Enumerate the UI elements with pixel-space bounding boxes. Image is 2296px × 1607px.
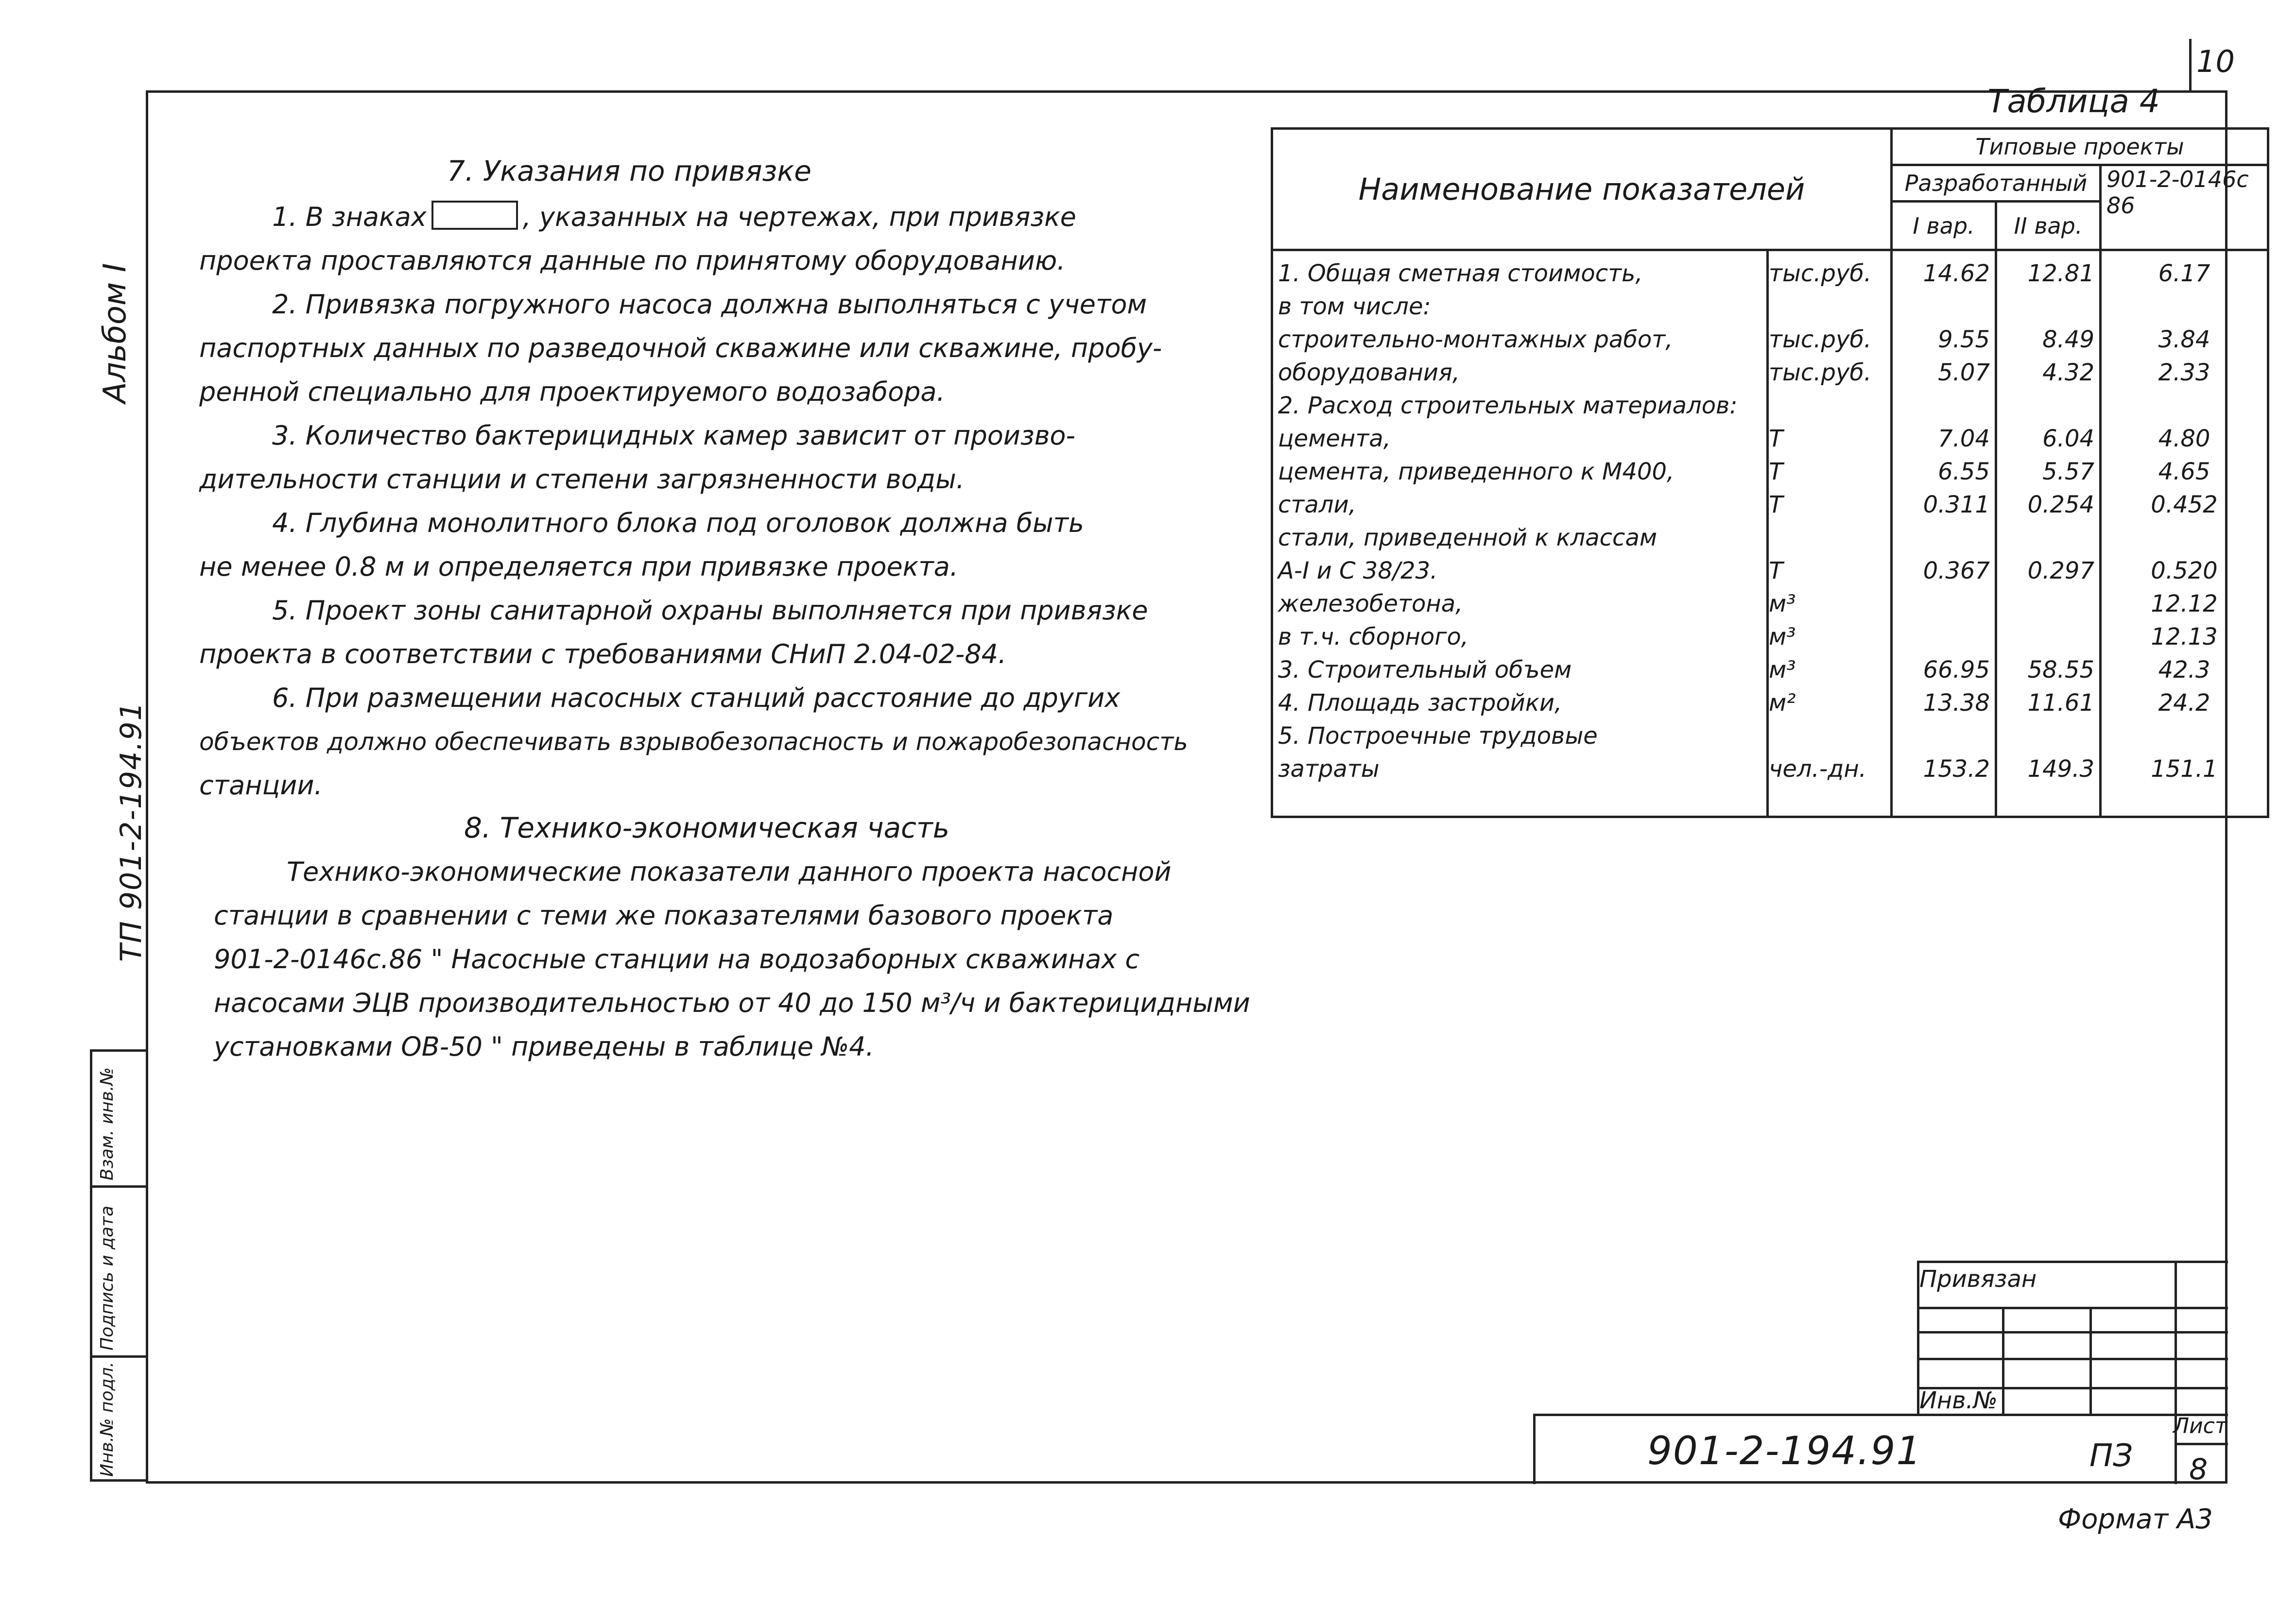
album-label: Альбом I (97, 263, 133, 403)
stamp-inv-podl: Инв.№ подл. (97, 1362, 117, 1477)
col-developed-header: Разработанный (1892, 165, 2101, 202)
tb-line (1917, 1331, 2228, 1333)
list-number: 8 (2189, 1453, 2208, 1487)
row-value-v1: 9.55 (1892, 323, 1996, 356)
tb-line (1917, 1307, 2228, 1309)
row-name: строительно-монтажных работ, (1272, 323, 1768, 356)
inv-no-label: Инв.№ (1919, 1387, 1998, 1414)
s8-line4: насосами ЭЦВ производительностью от 40 до 150 м³/ч и бактерицидными (214, 988, 1250, 1018)
row-value-base (2101, 521, 2268, 554)
col-v1-header: I вар. (1892, 202, 1996, 250)
tb-line (2175, 1443, 2228, 1445)
row-value-v1: 6.55 (1892, 455, 1996, 488)
s8-line5: установками ОВ-50 " приведены в таблице №4. (214, 1031, 874, 1062)
table-row (1272, 455, 2268, 488)
row-value-base: 2.33 (2101, 356, 2268, 389)
row-unit (1768, 389, 1892, 422)
table-row (1272, 653, 2268, 686)
p5-line1: 5. Проект зоны санитарной охраны выполняется при привязке (272, 595, 1148, 626)
sheet-number: 10 (2196, 44, 2235, 79)
tb-line (1533, 1414, 2228, 1416)
row-value-v2: 0.297 (1996, 554, 2101, 587)
col-v2-header: II вар. (1996, 202, 2101, 250)
row-value-v1: 7.04 (1892, 422, 1996, 455)
table-row (1272, 422, 2268, 455)
row-name: в том числе: (1272, 290, 1768, 323)
row-value-v2: 11.61 (1996, 686, 2101, 719)
row-value-v1 (1892, 521, 1996, 554)
row-value-v2 (1996, 719, 2101, 752)
row-value-v1: 153.2 (1892, 752, 1996, 817)
row-name: 3. Строительный объем (1272, 653, 1768, 686)
row-value-base: 24.2 (2101, 686, 2268, 719)
row-value-v1: 66.95 (1892, 653, 1996, 686)
row-value-v2: 12.81 (1996, 250, 2101, 291)
row-name: А-I и С 38/23. (1272, 554, 1768, 587)
format-label: Формат А3 (2058, 1504, 2213, 1535)
row-name: в т.ч. сборного, (1272, 620, 1768, 653)
table-row (1272, 554, 2268, 587)
tb-line (2002, 1307, 2004, 1416)
row-value-base: 3.84 (2101, 323, 2268, 356)
row-value-base (2101, 719, 2268, 752)
stamp-vzam-inv: Взам. инв.№ (97, 1067, 117, 1180)
table-row (1272, 752, 2268, 817)
row-value-base: 12.13 (2101, 620, 2268, 653)
indicators-table (1271, 127, 2269, 818)
tb-line (1533, 1414, 1536, 1484)
row-name: цемента, (1272, 422, 1768, 455)
row-value-base: 42.3 (2101, 653, 2268, 686)
row-value-base (2101, 389, 2268, 422)
row-name: 1. Общая сметная стоимость, (1272, 250, 1768, 291)
row-unit: тыс.руб. (1768, 323, 1892, 356)
table-row (1272, 250, 2268, 291)
col-typical-header: Типовые проекты (1892, 129, 2268, 165)
row-value-v1 (1892, 587, 1996, 620)
tb-line (2175, 1261, 2177, 1484)
row-value-v2: 8.49 (1996, 323, 2101, 356)
row-unit (1768, 290, 1892, 323)
row-unit: м³ (1768, 620, 1892, 653)
p1-after-box: , указанных на чертежах, при привязке (522, 202, 1076, 232)
col-name-header: Наименование показателей (1272, 129, 1892, 250)
stamp-strip-bottom (90, 1479, 148, 1482)
row-name: 5. Построечные трудовые (1272, 719, 1768, 752)
section8-title: 8. Технико-экономическая часть (464, 811, 949, 844)
row-unit: Т (1768, 488, 1892, 521)
tb-line (1917, 1358, 2228, 1360)
table-row (1272, 290, 2268, 323)
row-value-v2 (1996, 587, 2101, 620)
table-row (1272, 389, 2268, 422)
row-unit: м³ (1768, 653, 1892, 686)
doc-code: 901-2-194.91 (1647, 1428, 1922, 1473)
privyazan-label: Привязан (1919, 1265, 2037, 1293)
row-name: железобетона, (1272, 587, 1768, 620)
row-value-v2: 5.57 (1996, 455, 2101, 488)
row-value-v1 (1892, 389, 1996, 422)
p6-line3: станции. (199, 770, 323, 801)
section7-body (199, 195, 1188, 807)
stamp-strip-top (90, 1049, 148, 1052)
col-base-header: 901-2-0146с 86 (2101, 165, 2268, 250)
row-value-v2: 149.3 (1996, 752, 2101, 817)
row-value-v2: 4.32 (1996, 356, 2101, 389)
p3-line1: 3. Количество бактерицидных камер зависит от произво- (272, 420, 1075, 451)
table-row (1272, 587, 2268, 620)
list-label: Лист (2173, 1414, 2227, 1438)
p2-line1: 2. Привязка погружного насоса должна выполняться с учетом (272, 289, 1147, 320)
row-name: 2. Расход строительных материалов: (1272, 389, 1768, 422)
row-unit (1768, 719, 1892, 752)
s8-line3: 901-2-0146с.86 " Насосные станции на водозаборных скважинах с (214, 944, 1140, 974)
row-value-base: 6.17 (2101, 250, 2268, 291)
row-unit: тыс.руб. (1768, 356, 1892, 389)
table-row (1272, 488, 2268, 521)
row-value-v2: 6.04 (1996, 422, 2101, 455)
p1-line2: проекта проставляются данные по принятому оборудованию. (199, 245, 1066, 276)
table-row (1272, 719, 2268, 752)
row-unit: м³ (1768, 587, 1892, 620)
stamp-signature-date: Подпись и дата (97, 1205, 117, 1351)
row-value-v1: 0.311 (1892, 488, 1996, 521)
row-value-base: 0.452 (2101, 488, 2268, 521)
row-value-v1 (1892, 290, 1996, 323)
row-value-base: 151.1 (2101, 752, 2268, 817)
row-value-v1: 0.367 (1892, 554, 1996, 587)
s8-line2: станции в сравнении с теми же показателями базового проекта (214, 900, 1114, 931)
section8-body (214, 850, 1250, 1069)
table-row (1272, 323, 2268, 356)
p3-line2: дительности станции и степени загрязненности воды. (199, 464, 965, 495)
row-unit: м² (1768, 686, 1892, 719)
row-unit: Т (1768, 554, 1892, 587)
table-title: Таблица 4 (1987, 83, 2160, 120)
row-name: цемента, приведенного к М400, (1272, 455, 1768, 488)
row-value-v1: 13.38 (1892, 686, 1996, 719)
section7-title: 7. Указания по привязке (447, 154, 811, 188)
doc-part: ПЗ (2089, 1438, 2133, 1474)
row-name: стали, (1272, 488, 1768, 521)
row-value-v2 (1996, 290, 2101, 323)
sheet-number-divider (2189, 39, 2192, 92)
row-value-v1: 5.07 (1892, 356, 1996, 389)
row-value-v1 (1892, 620, 1996, 653)
row-unit: тыс.руб. (1768, 250, 1892, 291)
row-value-base: 4.65 (2101, 455, 2268, 488)
row-value-base: 12.12 (2101, 587, 2268, 620)
row-unit (1768, 521, 1892, 554)
row-unit: чел.-дн. (1768, 752, 1892, 817)
row-value-base: 4.80 (2101, 422, 2268, 455)
tb-line (1917, 1261, 2228, 1263)
row-value-v2 (1996, 389, 2101, 422)
row-value-v2: 58.55 (1996, 653, 2101, 686)
p5-line2: проекта в соответствии с требованиями СНиП 2.04-02-84. (199, 639, 1007, 669)
row-name: оборудования, (1272, 356, 1768, 389)
row-name: стали, приведенной к классам (1272, 521, 1768, 554)
row-value-v2 (1996, 521, 2101, 554)
row-value-v2 (1996, 620, 2101, 653)
row-value-base: 0.520 (2101, 554, 2268, 587)
stamp-strip-sep-2 (90, 1355, 148, 1358)
tp-code-label: ТП 901-2-194.91 (114, 701, 148, 962)
p2-line2: паспортных данных по разведочной скважине или скважине, пробу- (199, 333, 1162, 363)
row-value-v1: 14.62 (1892, 250, 1996, 291)
row-unit: Т (1768, 422, 1892, 455)
row-name: 4. Площадь застройки, (1272, 686, 1768, 719)
placeholder-box (432, 201, 518, 230)
row-name: затраты (1272, 752, 1768, 817)
row-unit: Т (1768, 455, 1892, 488)
stamp-strip-left-border (90, 1049, 92, 1482)
row-value-v2: 0.254 (1996, 488, 2101, 521)
table-row (1272, 356, 2268, 389)
p6-line2: объектов должно обеспечивать взрывобезопасность и пожаробезопасность (199, 728, 1188, 756)
p6-line1: 6. При размещении насосных станций расстояние до других (272, 683, 1121, 713)
s8-line1: Технико-экономические показатели данного проекта насосной (287, 856, 1172, 887)
table-row (1272, 620, 2268, 653)
row-value-v1 (1892, 719, 1996, 752)
p2-line3: ренной специально для проектируемого водозабора. (199, 376, 945, 407)
p4-line1: 4. Глубина монолитного блока под оголовок должна быть (272, 508, 1084, 538)
stamp-strip-sep-1 (90, 1185, 148, 1188)
p1-before-box: 1. В знаках (272, 202, 427, 232)
table-row (1272, 521, 2268, 554)
table-row (1272, 686, 2268, 719)
tb-line (2089, 1307, 2092, 1416)
p4-line2: не менее 0.8 м и определяется при привязке проекта. (199, 551, 958, 582)
row-value-base (2101, 290, 2268, 323)
